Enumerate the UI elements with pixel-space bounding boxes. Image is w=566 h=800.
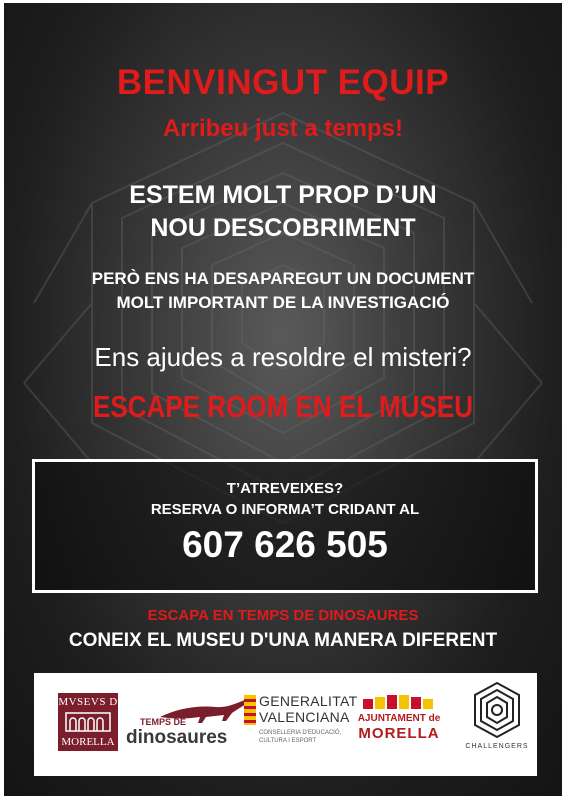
challengers-logo-text: CHALLENGERS [465, 743, 529, 750]
musevs-logo-line-2: MORELLA [61, 736, 115, 748]
question-text: Ens ajudes a resoldre el misteri? [94, 342, 472, 372]
ajuntament-logo-line-2: MORELLA [358, 725, 440, 742]
reservation-question: T’ATREVEIXES? [226, 480, 344, 497]
phone-number[interactable]: 607 626 505 [182, 524, 388, 565]
challengers-logo [462, 681, 532, 771]
subheadline-line-1: PERÒ ENS HA DESAPAREGUT UN DOCUMENT [91, 269, 475, 288]
senyera-icon [244, 695, 256, 725]
temps-de-dinosaures-logo [126, 695, 261, 750]
arches-icon [65, 711, 111, 733]
headline-line-2: NOU DESCOBRIMENT [150, 214, 416, 242]
hexagon-maze-icon [472, 681, 522, 739]
dino-logo-line-2: dinosaures [126, 727, 228, 748]
gv-logo-line-1: GENERALITAT [259, 693, 358, 709]
museum-tagline: CONEIX EL MUSEU D'UNA MANERA DIFERENT [68, 630, 498, 651]
headline [4, 179, 562, 245]
musevs-logo-line-1: MVSEVS D [58, 696, 118, 708]
poster-subtitle: Arribeu just a temps! [162, 115, 404, 142]
crest-icon [361, 693, 437, 711]
dinosaur-tag: ESCAPA EN TEMPS DE DINOSAURES [147, 607, 419, 624]
subheadline-line-2: MOLT IMPORTANT DE LA INVESTIGACIÓ [116, 293, 450, 312]
ajuntament-logo-line-1: AJUNTAMENT de [357, 713, 441, 724]
generalitat-valenciana-logo [244, 691, 364, 757]
dino-logo-line-1: TEMPS DE [140, 717, 187, 727]
ajuntament-morella-logo [349, 691, 449, 751]
gv-logo-line-2: VALENCIANA [259, 709, 350, 725]
gv-logo-line-3: CONSELLERIA D'EDUCACIÓ, CULTURA I ESPORT [259, 730, 342, 744]
headline-line-1: ESTEM MOLT PROP D’UN [129, 181, 437, 209]
escape-room-heading: ESCAPE ROOM EN EL MUSEU [92, 389, 474, 424]
musevs-morella-logo [58, 693, 118, 751]
poster [4, 3, 562, 796]
reservation-box [32, 459, 538, 593]
reservation-instruction: RESERVA O INFORMA’T CRIDANT AL [150, 501, 420, 518]
subheadline [4, 267, 562, 315]
sponsor-logos-strip [34, 673, 537, 776]
poster-title: BENVINGUT EQUIP [116, 63, 450, 102]
